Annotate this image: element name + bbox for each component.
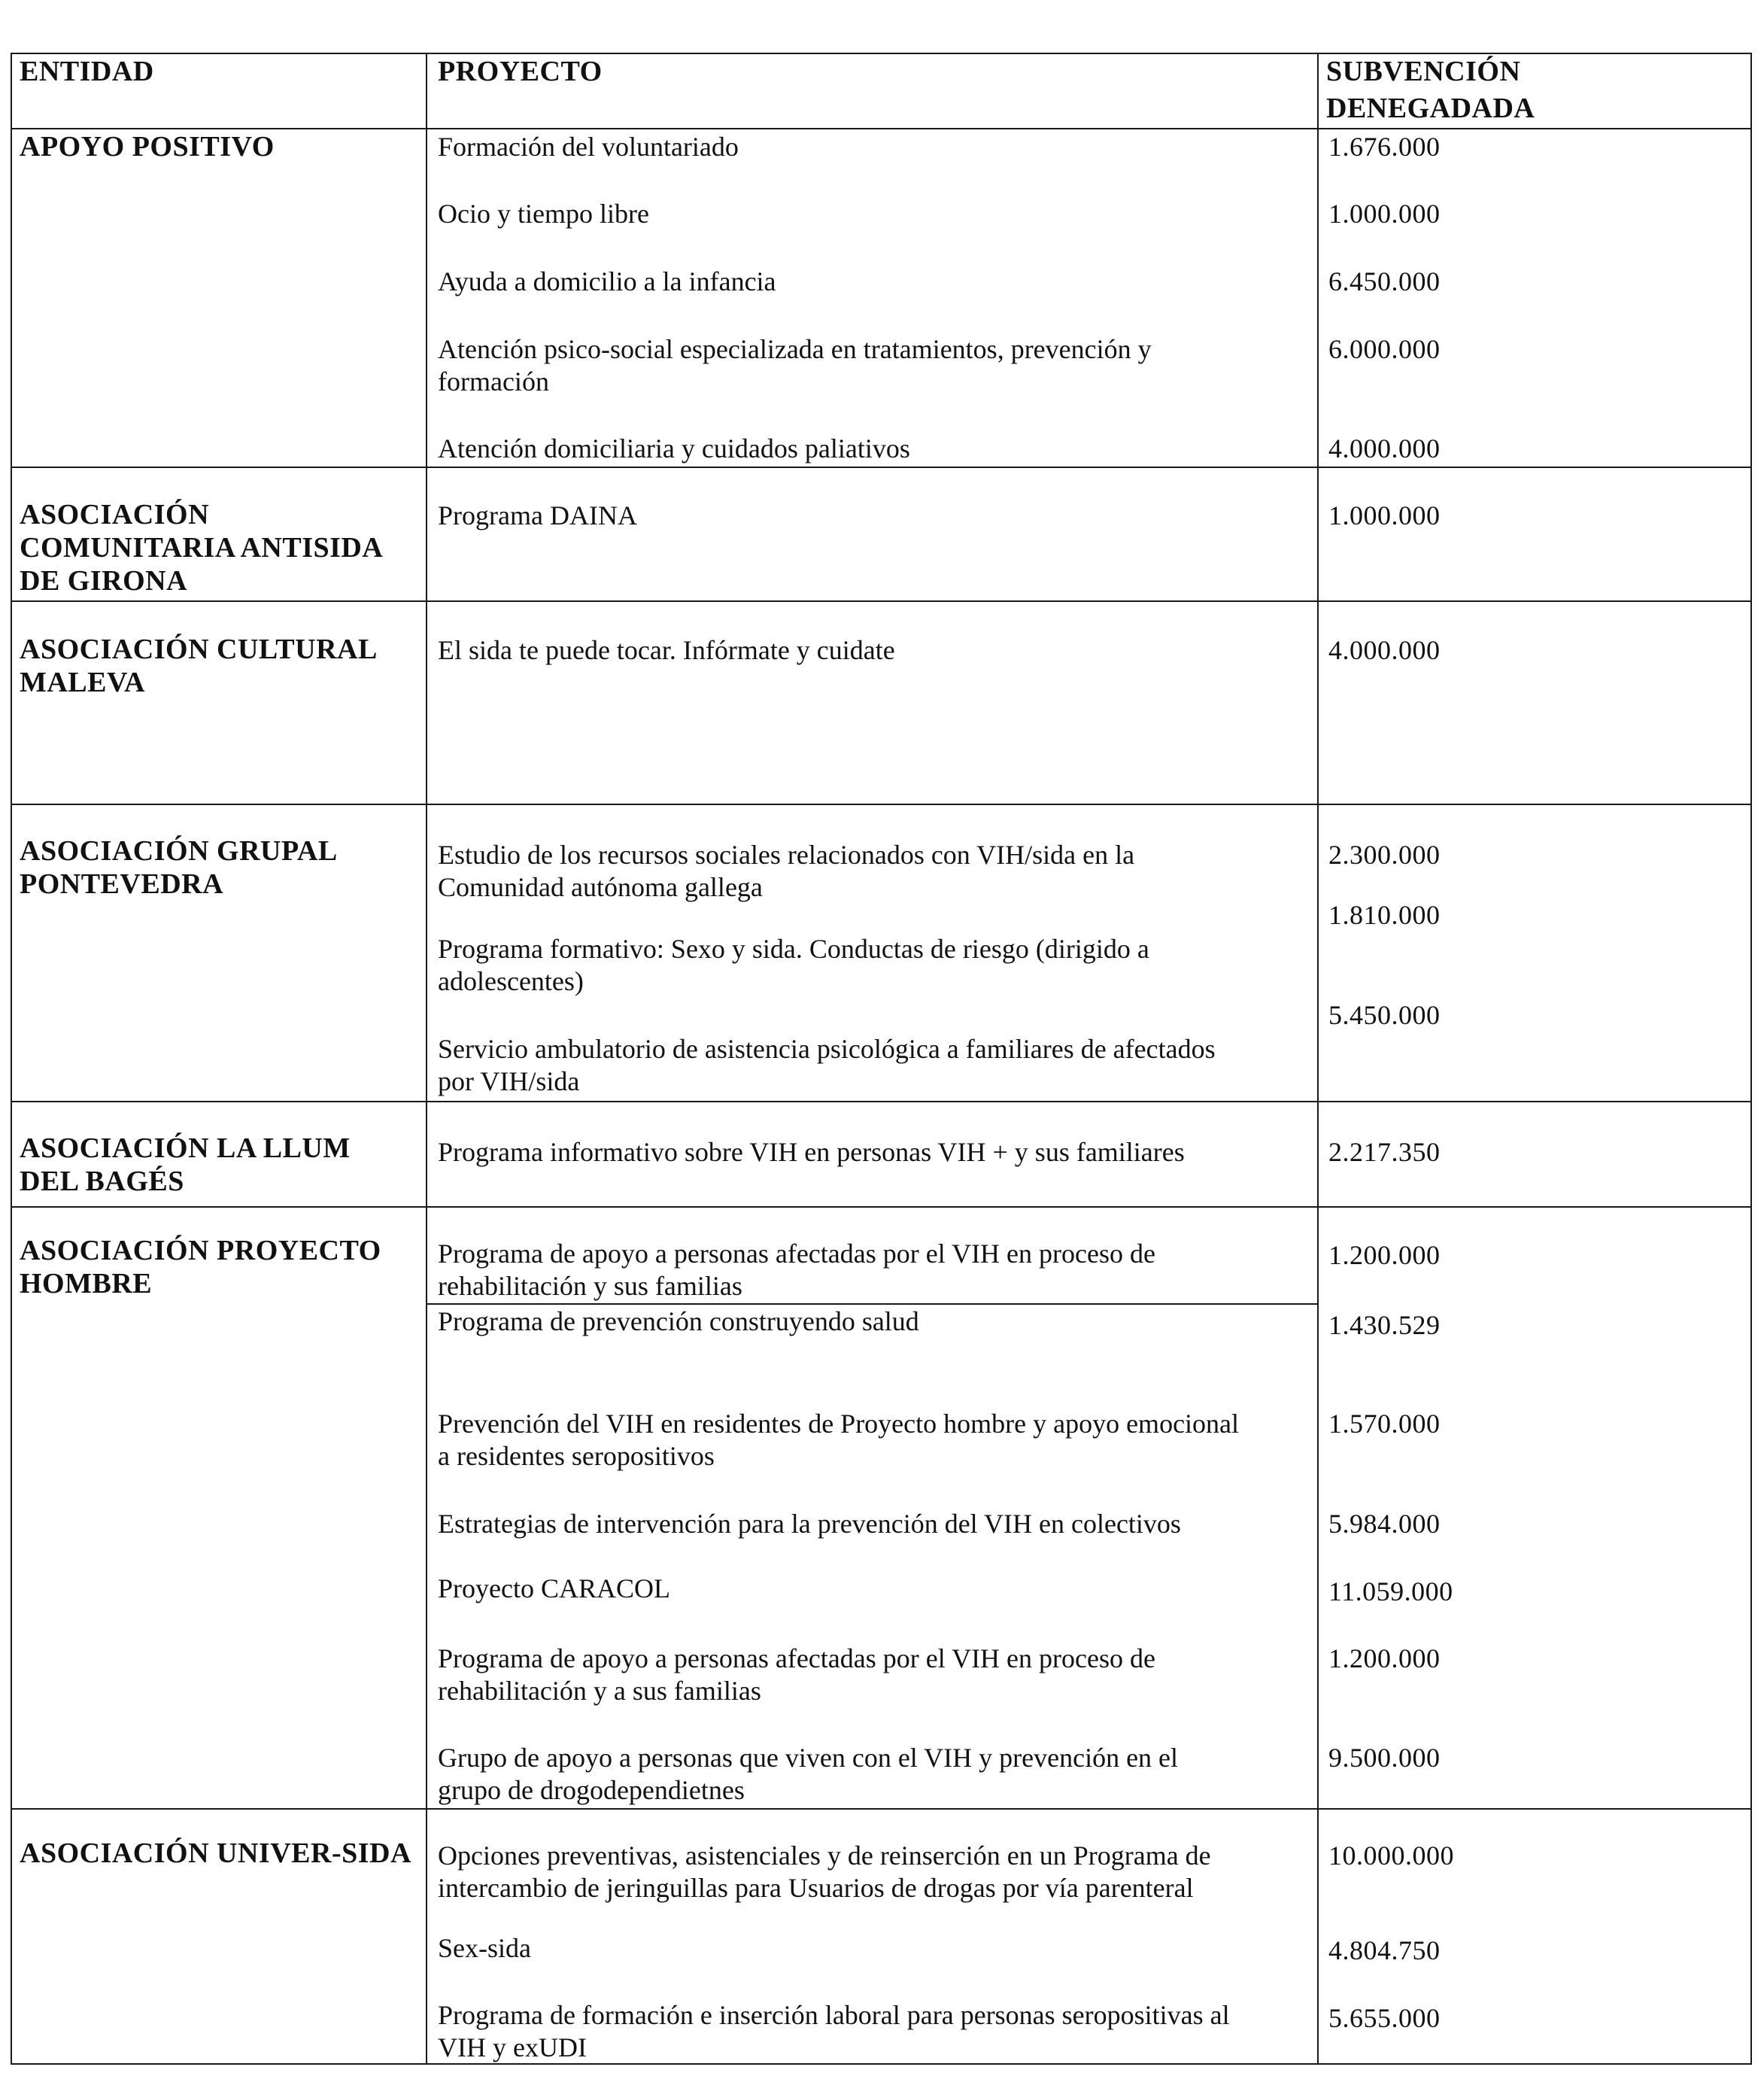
entity-name: ASOCIACIÓN UNIVER-SIDA: [20, 1837, 411, 1869]
header-entidad: ENTIDAD: [20, 56, 154, 87]
project-amount: 5.655.000: [1328, 2003, 1441, 2033]
project-title: Opciones preventivas, asistenciales y de reinserción en un Programa de: [438, 1840, 1211, 1871]
project-title: Estrategias de intervención para la prevención del VIH en colectivos: [438, 1509, 1181, 1539]
project-title-cont: intercambio de jeringuillas para Usuarios de drogas por vía parenteral: [438, 1873, 1194, 1903]
project-amount: 1.200.000: [1328, 1240, 1441, 1270]
table-border-bottom: [11, 2063, 1752, 2065]
row-divider: [11, 1206, 1752, 1208]
project-amount: 2.300.000: [1328, 840, 1441, 870]
project-title: Sex-sida: [438, 1933, 531, 1963]
project-amount: 6.000.000: [1328, 334, 1441, 364]
project-amount: 1.430.529: [1328, 1310, 1441, 1340]
entity-name: ASOCIACIÓN PROYECTO: [20, 1235, 381, 1266]
entity-name-cont: MALEVA: [20, 667, 145, 698]
header-subvencion: SUBVENCIÓN: [1326, 56, 1521, 87]
project-title: Atención psico-social especializada en tratamientos, prevención y: [438, 334, 1152, 364]
project-amount: 5.984.000: [1328, 1509, 1441, 1539]
project-title: Prevención del VIH en residentes de Proyecto hombre y apoyo emocional: [438, 1409, 1240, 1439]
project-title: Ayuda a domicilio a la infancia: [438, 266, 776, 296]
project-title: Grupo de apoyo a personas que viven con el VIH y prevención en el: [438, 1743, 1179, 1773]
entity-name: ASOCIACIÓN: [20, 499, 210, 530]
entity-name-cont: DEL BAGÉS: [20, 1166, 184, 1197]
entity-name-cont: DE GIRONA: [20, 565, 188, 597]
project-title: Programa de formación e inserción laboral para personas seropositivas al: [438, 2000, 1230, 2030]
project-amount: 1.676.000: [1328, 132, 1441, 162]
row-divider: [11, 1101, 1752, 1102]
project-amount: 4.804.750: [1328, 1935, 1441, 1965]
project-title: Programa de apoyo a personas afectadas por el VIH en proceso de: [438, 1239, 1155, 1269]
project-amount: 1.810.000: [1328, 900, 1441, 930]
project-title-cont: formación: [438, 366, 549, 397]
project-amount: 1.000.000: [1328, 500, 1441, 530]
header-subvencion-line2: DENEGADADA: [1326, 93, 1535, 124]
project-title-cont: rehabilitación y a sus familias: [438, 1676, 761, 1706]
project-amount: 1.570.000: [1328, 1409, 1441, 1439]
header-row-divider: [11, 128, 1752, 129]
header-proyecto: PROYECTO: [438, 56, 603, 87]
project-title-cont: adolescentes): [438, 966, 584, 996]
entity-name-cont: PONTEVEDRA: [20, 868, 224, 900]
row-divider: [11, 804, 1752, 805]
project-title: Programa de prevención construyendo salud: [438, 1306, 919, 1336]
entity-name-cont: HOMBRE: [20, 1268, 153, 1299]
project-title-cont: por VIH/sida: [438, 1066, 580, 1096]
project-amount: 4.000.000: [1328, 433, 1441, 464]
project-title-cont: grupo de drogodependietnes: [438, 1775, 745, 1805]
column-divider-entidad-proyecto: [426, 53, 427, 2063]
project-title: Proyecto CARACOL: [438, 1573, 670, 1603]
project-amount: 1.200.000: [1328, 1643, 1441, 1673]
entity-name: ASOCIACIÓN LA LLUM: [20, 1132, 351, 1164]
project-title: Ocio y tiempo libre: [438, 199, 649, 229]
project-title-cont: Comunidad autónoma gallega: [438, 872, 763, 902]
column-divider-proyecto-subvencion: [1317, 53, 1319, 2063]
project-title-cont: a residentes seropositivos: [438, 1441, 715, 1471]
project-amount: 6.450.000: [1328, 266, 1441, 296]
table-border-left: [11, 53, 12, 2063]
project-title-cont: rehabilitación y sus familias: [438, 1271, 742, 1301]
row-divider: [11, 600, 1752, 602]
entity-name: ASOCIACIÓN CULTURAL: [20, 634, 378, 665]
row-divider: [11, 1808, 1752, 1810]
project-title-cont: VIH y exUDI: [438, 2032, 587, 2062]
sub-row-divider: [426, 1303, 1317, 1305]
project-amount: 4.000.000: [1328, 635, 1441, 665]
entity-name-cont: COMUNITARIA ANTISIDA: [20, 532, 384, 564]
project-amount: 11.059.000: [1328, 1576, 1453, 1606]
table-border-top: [11, 53, 1752, 54]
project-title: Programa de apoyo a personas afectadas por el VIH en proceso de: [438, 1643, 1155, 1673]
entity-name: ASOCIACIÓN GRUPAL: [20, 835, 338, 867]
project-title: Atención domiciliaria y cuidados paliativos: [438, 433, 910, 464]
table-border-right: [1750, 53, 1752, 2063]
project-amount: 5.450.000: [1328, 1000, 1441, 1030]
project-title: Programa formativo: Sexo y sida. Conductas de riesgo (dirigido a: [438, 934, 1149, 964]
project-title: Formación del voluntariado: [438, 132, 739, 162]
project-amount: 2.217.350: [1328, 1137, 1441, 1167]
project-title: Estudio de los recursos sociales relacionados con VIH/sida en la: [438, 840, 1135, 870]
project-title: Servicio ambulatorio de asistencia psicológica a familiares de afectados: [438, 1034, 1216, 1064]
project-amount: 1.000.000: [1328, 199, 1441, 229]
project-title: El sida te puede tocar. Infórmate y cuidate: [438, 635, 895, 665]
project-title: Programa informativo sobre VIH en personas VIH + y sus familiares: [438, 1137, 1185, 1167]
row-divider: [11, 467, 1752, 468]
project-amount: 10.000.000: [1328, 1840, 1454, 1871]
project-amount: 9.500.000: [1328, 1743, 1441, 1773]
project-title: Programa DAINA: [438, 500, 637, 530]
entity-name: APOYO POSITIVO: [20, 131, 275, 163]
